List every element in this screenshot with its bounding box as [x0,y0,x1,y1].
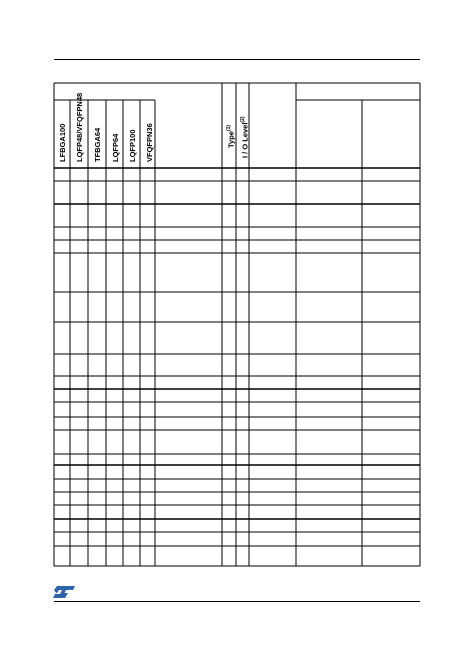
header-lfbga100-text: LFBGA100 [58,123,67,162]
header-io-level [240,116,250,158]
header-lqfp64 [111,134,120,162]
header-type-note: (1) [226,124,232,132]
header-tfbga64-text: TFBGA64 [93,127,102,162]
header-vfqfpn36-text: VFQFPN36 [145,123,154,162]
header-type [226,125,236,148]
header-lqfp100 [128,129,137,162]
header-lqfp48-vfqfpn48 [75,93,84,162]
header-lfbga100 [58,124,67,162]
st-logo-icon [52,585,76,604]
header-io-note: (2) [240,116,246,123]
header-io-text: I / O Level [240,122,250,158]
header-type-text: Type [226,131,236,148]
header-lqfp100-text: LQFP100 [128,129,137,162]
header-lqfp48-text: LQFP48/VFQFPN48 [75,92,84,162]
header-vfqfpn36 [145,123,154,162]
header-tfbga64 [93,128,102,162]
header-lqfp64-text: LQFP64 [111,133,120,162]
